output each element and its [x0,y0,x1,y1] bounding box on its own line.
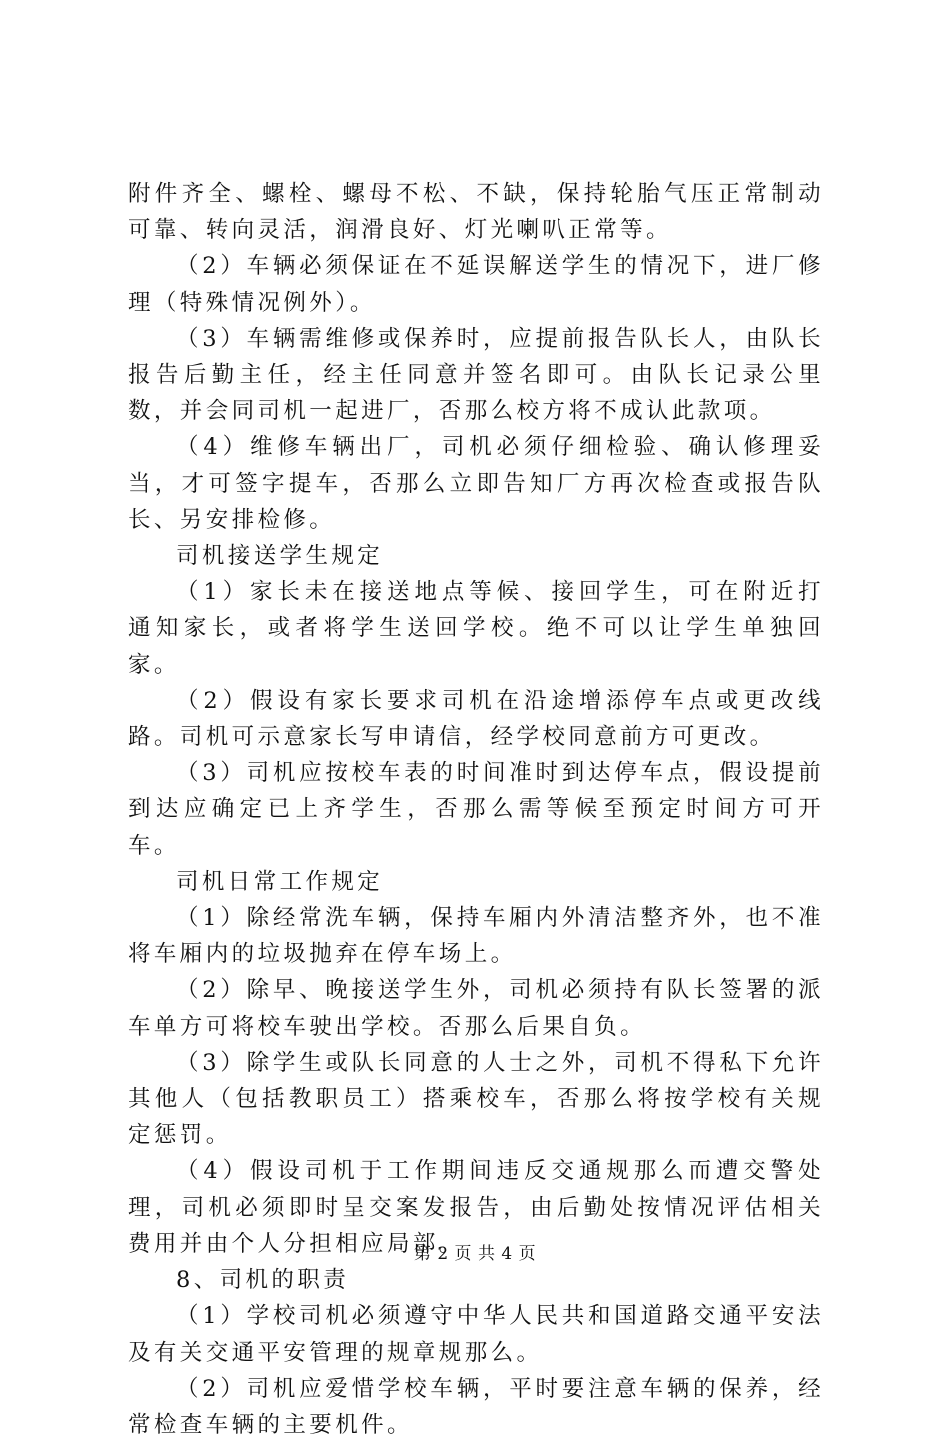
body-paragraph-3: （3）车辆需维修或保养时，应提前报告队长人，由队长报告后勤主任，经主任同意并签名即可。由队长记录公里数，并会同司机一起进厂，否那么校方将不成认此款项。 [128,325,824,425]
section-heading-daily-rules: 司机日常工作规定 [176,868,384,895]
page-number-footer: 第 2 页 共 4 页 [413,1244,537,1264]
body-paragraph-15: （1）学校司机必须遵守中华人民共和国道路交通平安法及有关交通平安管理的规章规那么。 [128,1303,824,1366]
body-paragraph-16: （2）司机应爱惜学校车辆，平时要注意车辆的保养，经常检查车辆的主要机件。 [128,1375,824,1438]
body-paragraph-12: （3）除学生或队长同意的人士之外，司机不得私下允许其他人（包括教职员工）搭乘校车，否那么将按学校有关规定惩罚。 [128,1049,824,1149]
body-paragraph-11: （2）除早、晚接送学生外，司机必须持有队长签署的派车单方可将校车驶出学校。否那么后果自负。 [128,977,824,1040]
body-paragraph-10: （1）除经常洗车辆，保持车厢内外清洁整齐外，也不准将车厢内的垃圾抛弃在停车场上。 [128,905,824,968]
section-heading-driver-duties: 8、司机的职责 [176,1267,350,1294]
body-paragraph-1: 附件齐全、螺栓、螺母不松、不缺，保持轮胎气压正常制动可靠、转向灵活，润滑良好、灯光喇叭正常等。 [128,181,824,244]
body-paragraph-7: （2）假设有家长要求司机在沿途增添停车点或更改线路。司机可示意家长写申请信，经学校同意前方可更改。 [128,687,824,751]
body-paragraph-13: （4）假设司机于工作期间违反交通规那么而遭交警处理，司机必须即时呈交案发报告，由后勤处按情况评估相关费用并由个人分担相应局部。 [128,1158,824,1257]
body-paragraph-6: （1）家长未在接送地点等候、接回学生，可在附近打 通知家长，或者将学生送回学校。绝不可以让学生单独回家。 [128,579,850,678]
body-paragraph-4: （4）维修车辆出厂，司机必须仔细检验、确认修理妥当，才可签字提车，否那么立即告知厂方再次检查或报告队长、另安排检修。 [128,434,824,533]
body-paragraph-2: （2）车辆必须保证在不延误解送学生的情况下，进厂修理（特殊情况例外）。 [128,253,824,316]
body-paragraph-8: （3）司机应按校车表的时间准时到达停车点，假设提前到达应确定已上齐学生，否那么需等候至预定时间方可开车。 [128,760,824,859]
section-heading-pickup-rules: 司机接送学生规定 [176,543,384,570]
